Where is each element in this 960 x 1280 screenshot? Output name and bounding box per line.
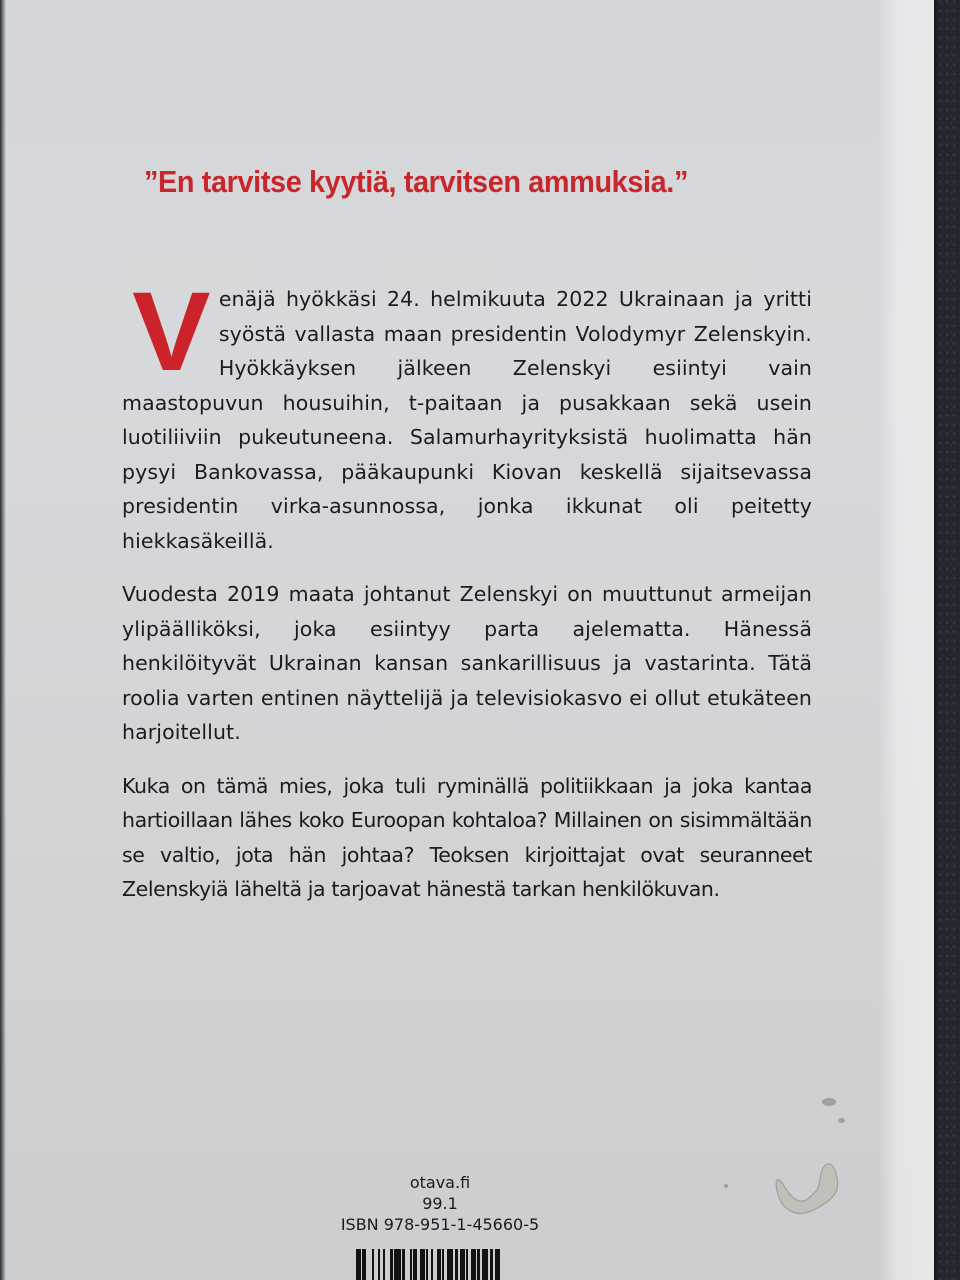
blurb-paragraph-3: Kuka on tämä mies, joka tuli ryminällä politiikkaan ja joka kantaa hartioillaan lähes koko Euroopan kohtaloa? Millainen on sisimmältään se valtio, jota hän johtaa? Teoksen kirjoittajat ovat seuranneet Zelenskyiä läheltä ja tarjoavat hänestä tarkan henkilökuvan.: [122, 773, 812, 901]
blurb-paragraph-1-text: enäjä hyökkäsi 24. helmikuuta 2022 Ukrainaan ja yritti syöstä vallasta maan presidentin Volodymyr Zelenskyin. Hyökkäyksen jälkeen Zelenskyi esiintyi vain maastopuvun housuihin, t-paitaan ja pusakkaan sekä usein luotiliiviin pukeutuneena. Salamurhayrityksistä huolimatta hän pysyi Bankovassa, pääkaupunki Kiovan keskellä sijaitsevassa presidentin virka-asunnossa, jonka ikkunat oli peitetty hiekkasäkeillä.: [122, 287, 812, 553]
blurb-paragraph-1: [122, 269, 812, 558]
cover-speck: [838, 1118, 845, 1123]
cover-speck: [724, 1184, 728, 1188]
blurb-paragraph-2: Vuodesta 2019 maata johtanut Zelenskyi on muuttunut armeijan ylipäälliköksi, joka esiintyy parta ajelematta. Hänessä henkilöityvät Ukrainan kansan sankarillisuus ja vastarinta. Tätä roolia varten entinen näyttelijä ja televisiokasvo ei ollut etukäteen harjoitellut.: [122, 582, 812, 744]
publisher-website: otava.fi: [409, 1173, 471, 1192]
publisher-imprint: [300, 1172, 580, 1235]
cover-damage-stain: [775, 1160, 845, 1216]
blurb-text: [122, 269, 812, 926]
cover-left-edge-shadow: [0, 0, 6, 1280]
drop-cap-letter: V: [132, 269, 211, 394]
isbn-number: ISBN 978-951-1-45660-5: [340, 1215, 540, 1234]
cover-speck: [822, 1098, 836, 1106]
library-classification: 99.1: [422, 1194, 458, 1213]
barcode-bar: [500, 1249, 503, 1280]
stain-shape-icon: [775, 1160, 845, 1216]
isbn-barcode: [356, 1249, 503, 1280]
cover-right-edge-highlight: [878, 0, 934, 1280]
cover-quote: ”En tarvitse kyytiä, tarvitsen ammuksia.”: [144, 164, 688, 199]
